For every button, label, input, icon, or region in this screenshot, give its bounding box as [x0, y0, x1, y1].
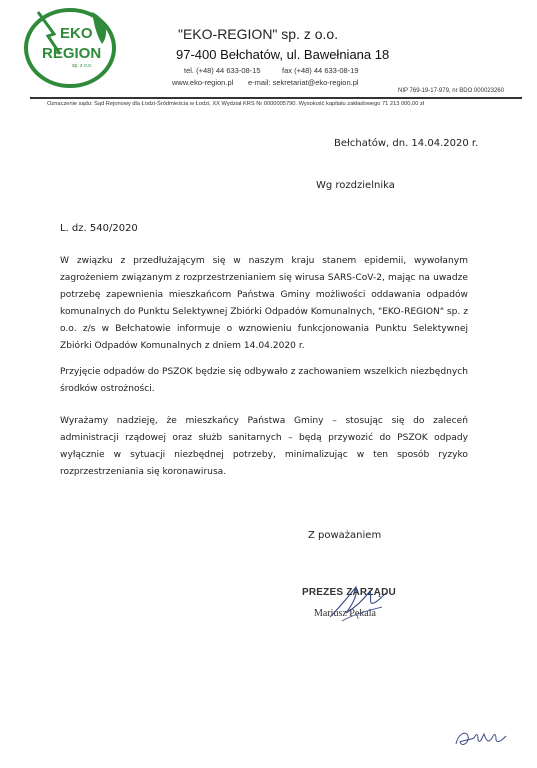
- website-link[interactable]: www.eko-region.pl: [172, 78, 234, 87]
- reference-number: L. dz. 540/2020: [60, 223, 138, 234]
- header-divider: [30, 97, 522, 99]
- logo-text-eko: EKO: [60, 25, 93, 42]
- letter-date: Bełchatów, dn. 14.04.2020 r.: [334, 138, 479, 149]
- closing-salutation: Z poważaniem: [308, 530, 382, 541]
- company-name: "EKO-REGION" sp. z o.o.: [178, 26, 339, 42]
- signatory-name: Mariusz Pękala: [314, 608, 376, 619]
- company-address: 97-400 Bełchatów, ul. Bawełniana 18: [176, 47, 390, 62]
- body-paragraph: Przyjęcie odpadów do PSZOK będzie się odbywało z zachowaniem wszelkich niezbędnych środków ostrożności.: [60, 367, 468, 394]
- tax-id: NIP 769-19-17-979, nr BDO 000023260: [398, 88, 504, 94]
- court-registration: Oznaczenie sądu: Sąd Rejonowy dla Łodzi-Śródmieścia w Łodzi, XX Wydział KRS Nr 0000005790. Wysokość kapitału zakładowego 71 213 000,00 zł: [47, 101, 425, 107]
- logo-text-region: REGION: [42, 45, 102, 62]
- logo-subtext: sp. z o.o.: [72, 63, 93, 69]
- letter-recipient: Wg rozdzielnika: [316, 180, 395, 191]
- company-logo: [20, 4, 120, 90]
- initials-signature: [452, 726, 512, 752]
- signatory-title: PREZES ZARZĄDU: [302, 587, 396, 598]
- email-address[interactable]: e-mail: sekretariat@eko-region.pl: [248, 78, 359, 87]
- handwritten-signature: [322, 577, 392, 625]
- fax-number: fax (+48) 44 633-08-19: [282, 66, 359, 75]
- body-paragraph: Wyrażamy nadzieję, że mieszkańcy Państwa Gminy – stosując się do zaleceń administracji rządowej oraz służb sanitarnych – będą przywozić do PSZOK odpady wyłącznie w sytuacji niezbędnej potrzeby, minimalizując w ten sposób ryzyko rozprzestrzeniania się koronawirusa.: [60, 416, 468, 477]
- logo-leaf-icon: [92, 12, 106, 44]
- phone-number: tel. (+48) 44 633-08-15: [184, 66, 261, 75]
- body-paragraph: W związku z przedłużającym się w naszym kraju stanem epidemii, wywołanym zagrożeniem związanym z rozprzestrzenianiem się wirusa SARS-CoV-2, mając na uwadze potrzebę zapewnienia mieszkańcom Państwa Gminy możliwości oddawania odpadów komunalnych do Punktu Selektywnej Zbiórki Odpadów Komunalnych, "EKO-REGION" sp. z o.o. z/s w Bełchatowie informuje o wznowieniu funkcjonowania Punktu Selektywnej Zbiórki Odpadów Komunalnych z dniem 14.04.2020 r.: [60, 256, 468, 351]
